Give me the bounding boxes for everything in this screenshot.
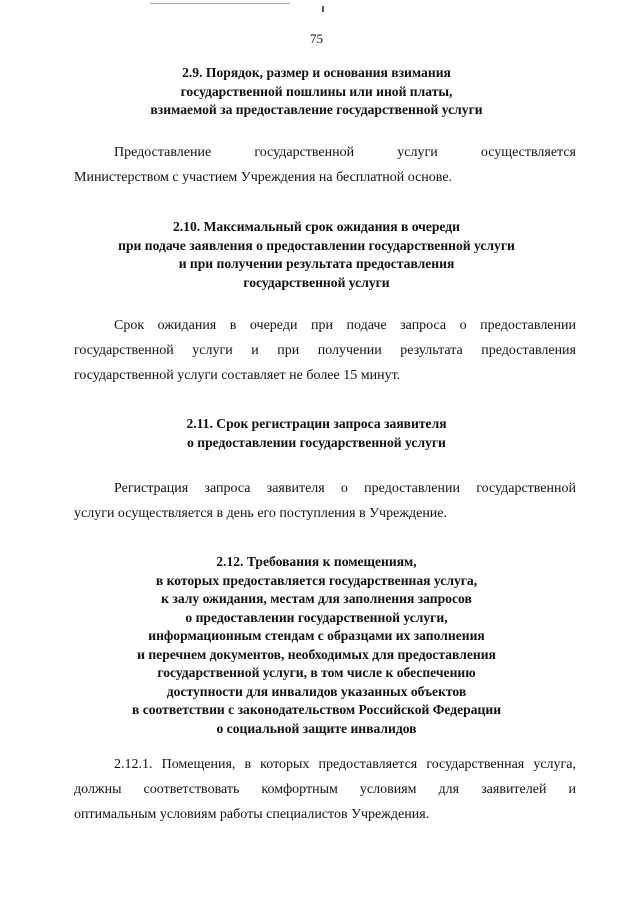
- scan-edge-line: [150, 3, 290, 4]
- heading-line: 2.11. Срок регистрации запроса заявителя: [186, 416, 447, 431]
- paragraph-line: должны соответствовать комфортным условиям для заявителей и: [74, 782, 576, 797]
- heading-line: и при получении результата предоставления: [178, 256, 455, 271]
- paragraph-line: 2.12.1. Помещения, в которых предоставляется государственная услуга,: [114, 757, 576, 772]
- paragraph-line: Предоставление государственной услуги осуществляется: [114, 145, 576, 160]
- section-heading-2-10: [0, 218, 633, 292]
- heading-line: государственной услуги: [243, 274, 390, 290]
- heading-line: в соответствии с законодательством Российской Федерации: [131, 702, 502, 717]
- section-heading-2-9: [0, 64, 633, 120]
- paragraph-line: Срок ожидания в очереди при подаче запроса о предоставлении: [114, 318, 576, 333]
- heading-line: 2.10. Максимальный срок ожидания в очереди: [172, 219, 460, 234]
- heading-line: взимаемой за предоставление государственной услуги: [150, 102, 483, 117]
- heading-line: 2.12. Требования к помещениям,: [216, 554, 417, 569]
- paragraph-2-12-1: [74, 752, 576, 827]
- heading-line: при подаче заявления о предоставлении государственной услуги: [118, 237, 515, 253]
- heading-line: и перечнем документов, необходимых для предоставления: [137, 646, 496, 662]
- section-heading-2-11: [0, 415, 633, 452]
- section-heading-2-12: [0, 553, 633, 738]
- paragraph-line: Министерством с участием Учреждения на бесплатной основе.: [74, 170, 453, 185]
- paragraph-line: оптимальным условиям работы специалистов Учреждения.: [74, 807, 430, 822]
- paragraph-line: государственной услуги составляет не более 15 минут.: [74, 368, 401, 383]
- heading-line: о предоставлении государственной услуги: [187, 434, 446, 450]
- heading-line: 2.9. Порядок, размер и основания взимания: [182, 65, 451, 80]
- heading-line: информационным стендам с образцами их заполнения: [148, 628, 485, 643]
- page-number: 75: [310, 31, 323, 46]
- heading-line: о социальной защите инвалидов: [216, 720, 417, 736]
- paragraph-2-10: [74, 313, 576, 388]
- scan-speck: [322, 6, 324, 12]
- heading-line: государственной пошлины или иной платы,: [180, 83, 453, 99]
- heading-line: доступности для инвалидов указанных объектов: [166, 683, 467, 699]
- heading-line: к залу ожидания, местам для заполнения запросов: [161, 591, 472, 606]
- paragraph-2-11: [74, 476, 576, 526]
- paragraph-line: государственной услуги и при получении результата предоставления: [74, 343, 576, 358]
- heading-line: государственной услуги, в том числе к обеспечению: [157, 665, 476, 680]
- paragraph-2-9: [74, 140, 576, 190]
- paragraph-line: Регистрация запроса заявителя о предоставлении государственной: [114, 481, 576, 496]
- paragraph-line: услуги осуществляется в день его поступления в Учреждение.: [74, 506, 448, 521]
- heading-line: о предоставлении государственной услуги,: [185, 609, 448, 625]
- heading-line: в которых предоставляется государственная услуга,: [155, 572, 478, 588]
